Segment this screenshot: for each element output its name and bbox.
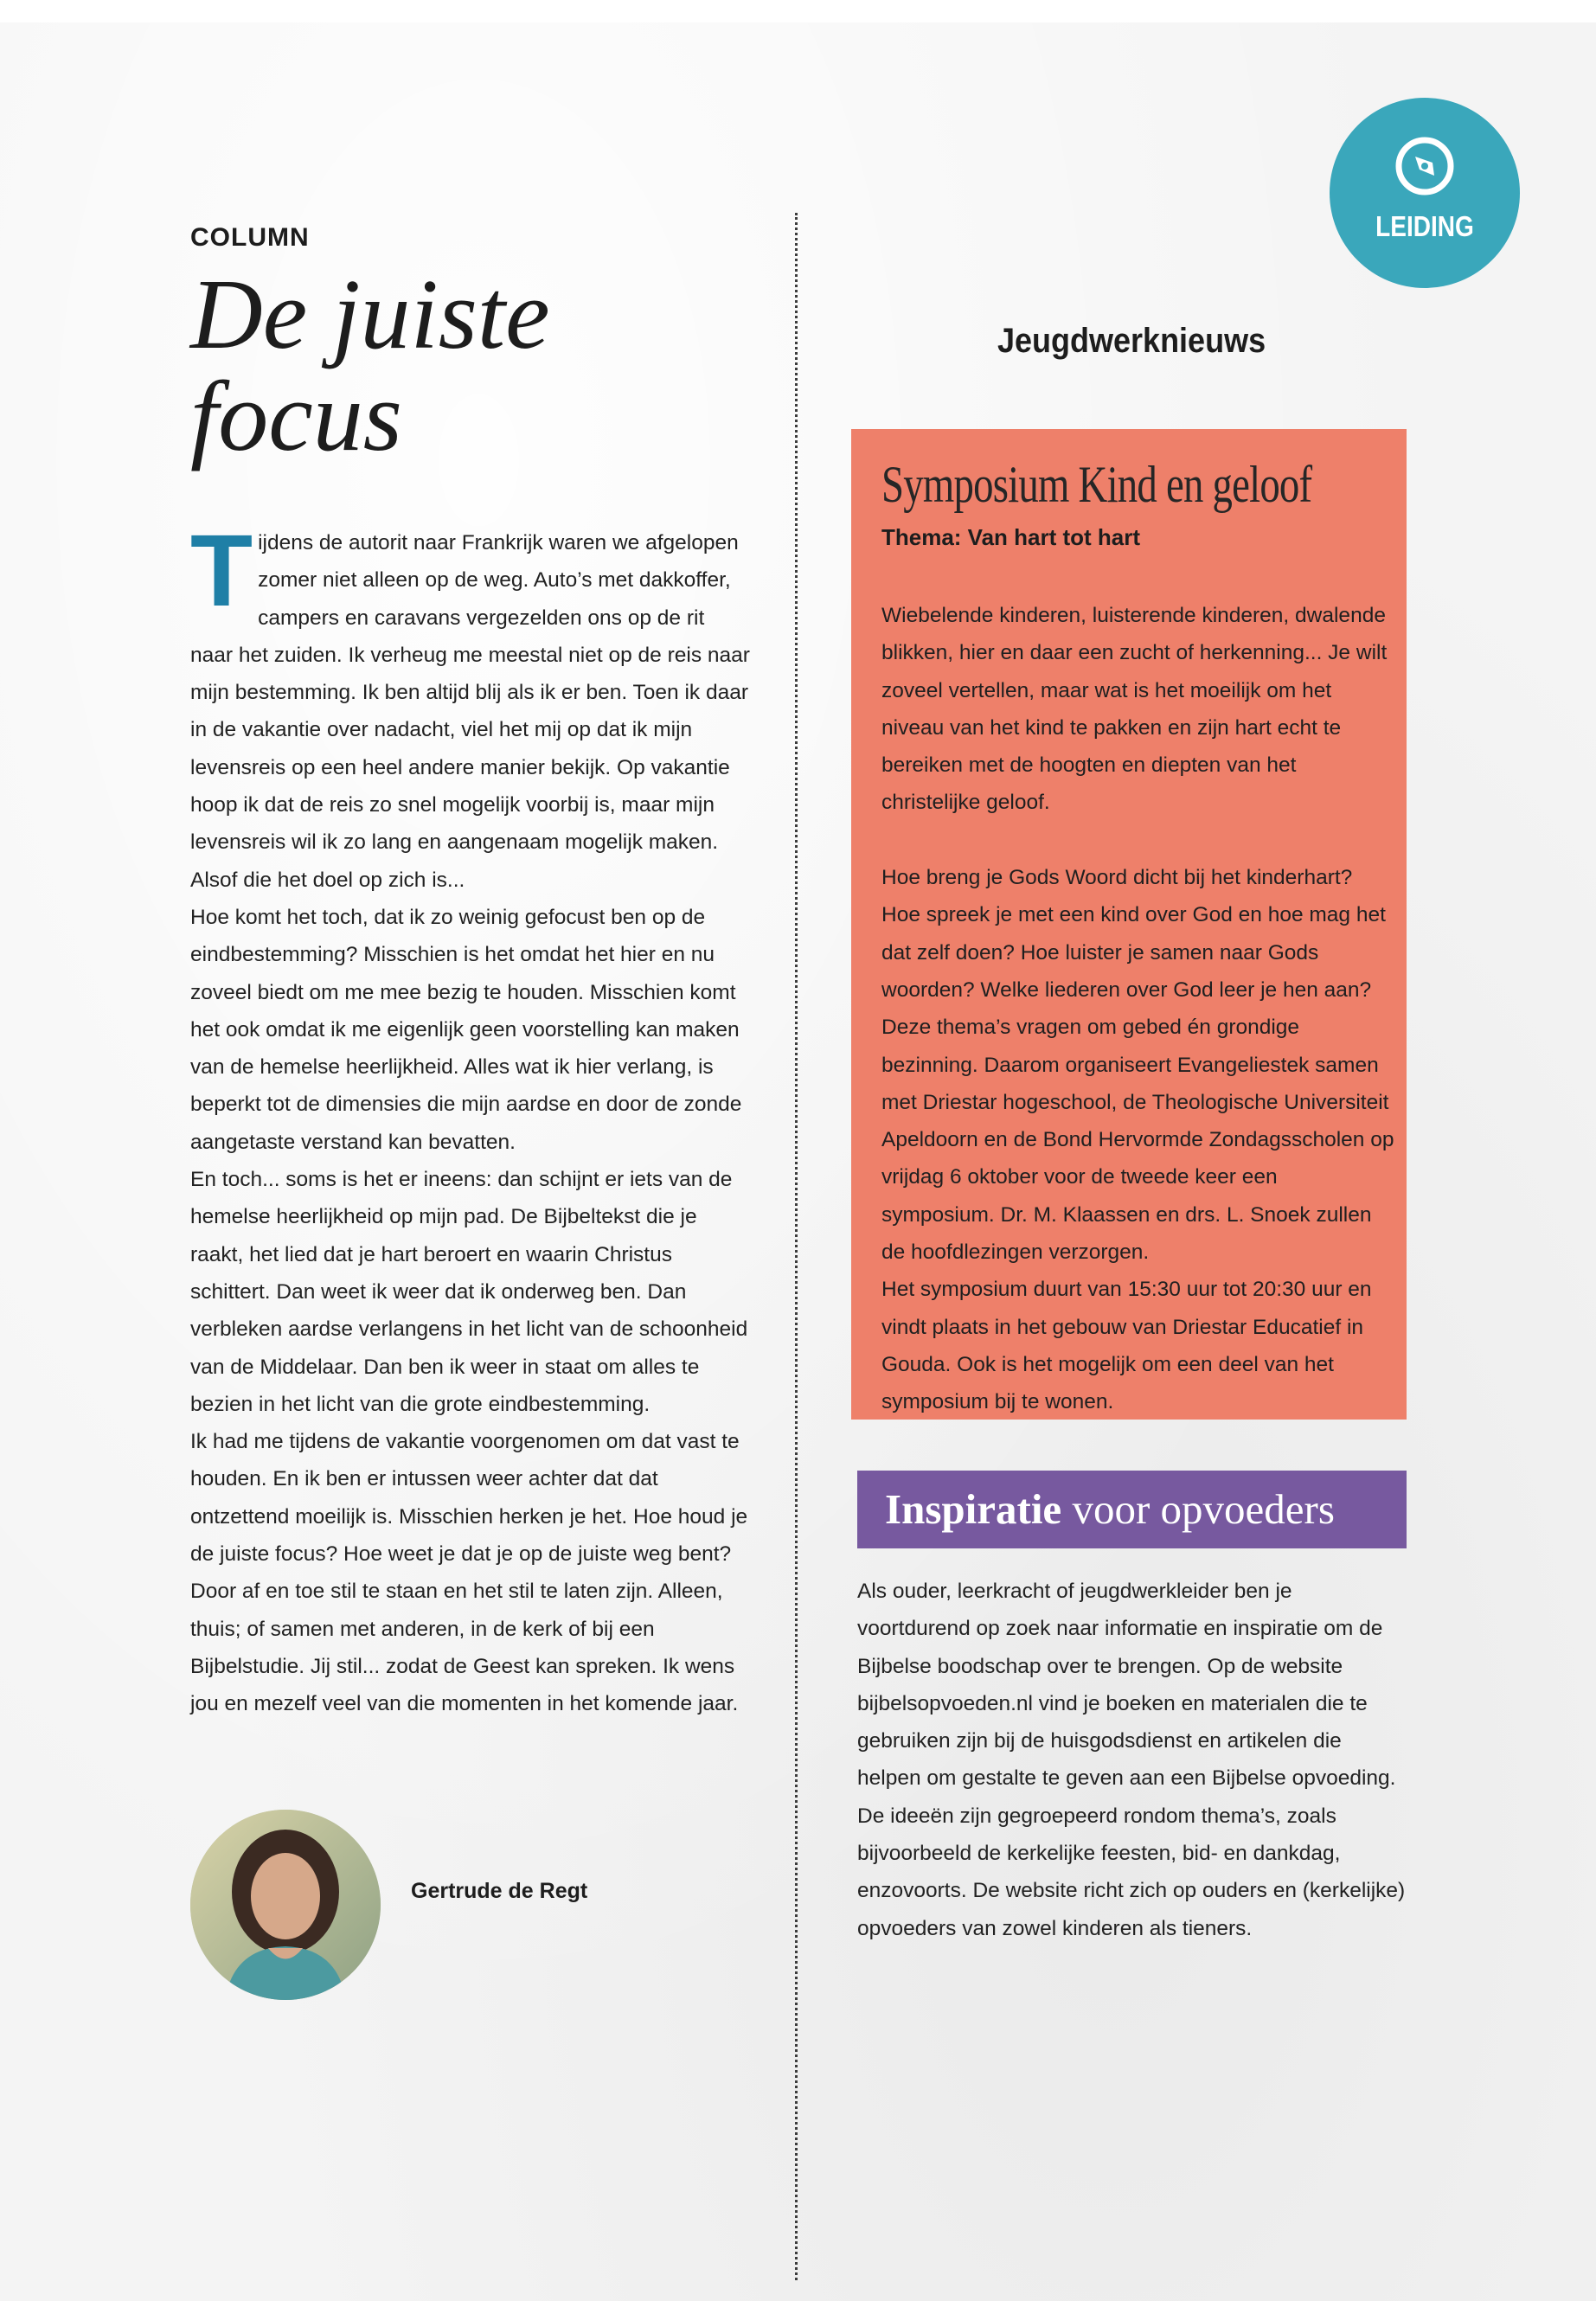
column-paragraph: En toch... soms is het er ineens: dan schijnt er iets van de hemelse heerlijkheid op mijn pad. De Bijbeltekst die je raakt, het lied dat je hart beroert en waarin Christus schittert. Dan weet ik weer dat ik onderweg ben. Dan verbleken aardse verlangens in het licht van de schoonheid van de Middelaar. Dan ben ik weer in staat om alles te bezien in het licht van die grote eindbestemming. bbox=[190, 1168, 748, 1416]
column-paragraph: Hoe komt het toch, dat ik zo weinig gefocust ben op de eindbestemming? Misschien is het omdat het hier en nu zoveel biedt om me mee bezig te houden. Misschien komt het ook omdat ik me eigenlijk geen voorstelling kan maken van de hemelse heerlijkheid. Alles wat ik hier verlang, is beperkt tot de dimensies die mijn aardse en door de zonde aangetaste verstand kan bevatten. bbox=[190, 905, 742, 1154]
top-band bbox=[0, 0, 1596, 22]
compass-icon bbox=[1393, 134, 1457, 198]
symposium-text bbox=[881, 597, 1396, 1421]
category-badge bbox=[1330, 98, 1520, 288]
column-divider bbox=[795, 213, 798, 2280]
symposium-box bbox=[851, 429, 1407, 1420]
column-paragraph: Ik had me tijdens de vakantie voorgenomen om dat vast te houden. En ik ben er intussen weer achter dat dat ontzettend moeilijk is. Misschien herken je het. Hoe houd je de juiste focus? Hoe weet je dat je op de juiste weg bent? Door af en toe stil te staan en het stil te laten zijn. Alleen, thuis; of samen met anderen, in de kerk of bij een Bijbelstudie. Jij stil... zodat de Geest kan spreken. Ik wens jou en mezelf veel van die momenten in het komende jaar. bbox=[190, 1430, 748, 1716]
symposium-title: Symposium Kind en geloof bbox=[881, 456, 1312, 513]
column-kicker: COLUMN bbox=[190, 223, 310, 252]
inspiratie-title bbox=[885, 1484, 1335, 1534]
symposium-paragraph: Het symposium duurt van 15:30 uur tot 20:30 uur en vindt plaats in het gebouw van Driestar Educatief in Gouda. Ook is het mogelijk om een deel van het symposium bij te wonen. bbox=[881, 1278, 1372, 1414]
column-body bbox=[190, 514, 753, 1723]
author-name: Gertrude de Regt bbox=[411, 1879, 588, 1903]
inspiratie-title-rest: voor opvoeders bbox=[1061, 1485, 1335, 1533]
badge-label: LEIDING bbox=[1375, 210, 1474, 242]
author-photo-icon bbox=[190, 1810, 381, 2000]
column-paragraph-text: ijdens de autorit naar Frankrijk waren we afgelopen zomer niet alleen op de weg. Auto’s met dakkoffer, campers en caravans vergezelden ons op de rit naar het zuiden. Ik verheug me meestal niet op de reis naar mijn bestemming. Ik ben altijd blij als ik er ben. Toen ik daar in de vakantie over nadacht, viel het mij op dat ik mijn levensreis op een heel andere manier bekijk. Op vakantie hoop ik dat de reis zo snel mogelijk voorbij is, maar mijn levensreis wil ik zo lang en aangenaam mogelijk maken. Alsof die het doel op zich is... bbox=[190, 531, 750, 892]
symposium-paragraph: Wiebelende kinderen, luisterende kinderen, dwalende blikken, hier en daar een zucht of herkenning... Je wilt zoveel vertellen, maar wat is het moeilijk om het niveau van het kind te pakken en zijn hart echt te bereiken met de hoogten en diepten van het christelijke geloof. bbox=[881, 604, 1388, 815]
inspiratie-paragraph: Als ouder, leerkracht of jeugdwerkleider ben je voortdurend op zoek naar informatie en inspiratie om de Bijbelse boodschap over te brengen. Op de website bijbelsopvoeden.nl vind je boeken en materialen die te gebruiken zijn bij de huisgodsdienst en artikelen die helpen om gestalte te geven aan een Bijbelse opvoeding. De ideeën zijn gegroepeerd rondom thema’s, zoals bijvoorbeeld de kerkelijke feesten, bid- en dankdag, enzovoorts. De website richt zich op ouders en (kerkelijke) opvoeders van zowel kinderen als tieners. bbox=[857, 1580, 1406, 1940]
column-title bbox=[190, 260, 727, 472]
title-line-1: De juiste bbox=[190, 260, 550, 370]
inspiratie-header bbox=[857, 1471, 1407, 1548]
author-avatar bbox=[190, 1810, 381, 2000]
symposium-paragraph: Hoe breng je Gods Woord dicht bij het kinderhart? Hoe spreek je met een kind over God en hoe mag het dat zelf doen? Hoe luister je samen naar Gods woorden? Welke liederen over God leer je hen aan? Deze thema’s vragen om gebed én grondige bezinning. Daarom organiseert Evangeliestek samen met Driestar hogeschool, de Theologische Universiteit Apeldoorn en de Bond Hervormde Zondagsscholen op vrijdag 6 oktober voor de tweede keer een symposium. Dr. M. Klaassen en drs. L. Snoek zullen de hoofdlezingen verzorgen. bbox=[881, 866, 1394, 1265]
drop-cap: T bbox=[190, 514, 253, 628]
inspiratie-text bbox=[857, 1573, 1411, 1947]
inspiratie-title-bold: Inspiratie bbox=[885, 1485, 1062, 1533]
title-line-2: focus bbox=[190, 362, 402, 472]
section-label: Jeugdwerknieuws bbox=[997, 322, 1266, 360]
symposium-subtitle: Thema: Van hart tot hart bbox=[881, 524, 1141, 550]
column-paragraph bbox=[190, 514, 753, 899]
